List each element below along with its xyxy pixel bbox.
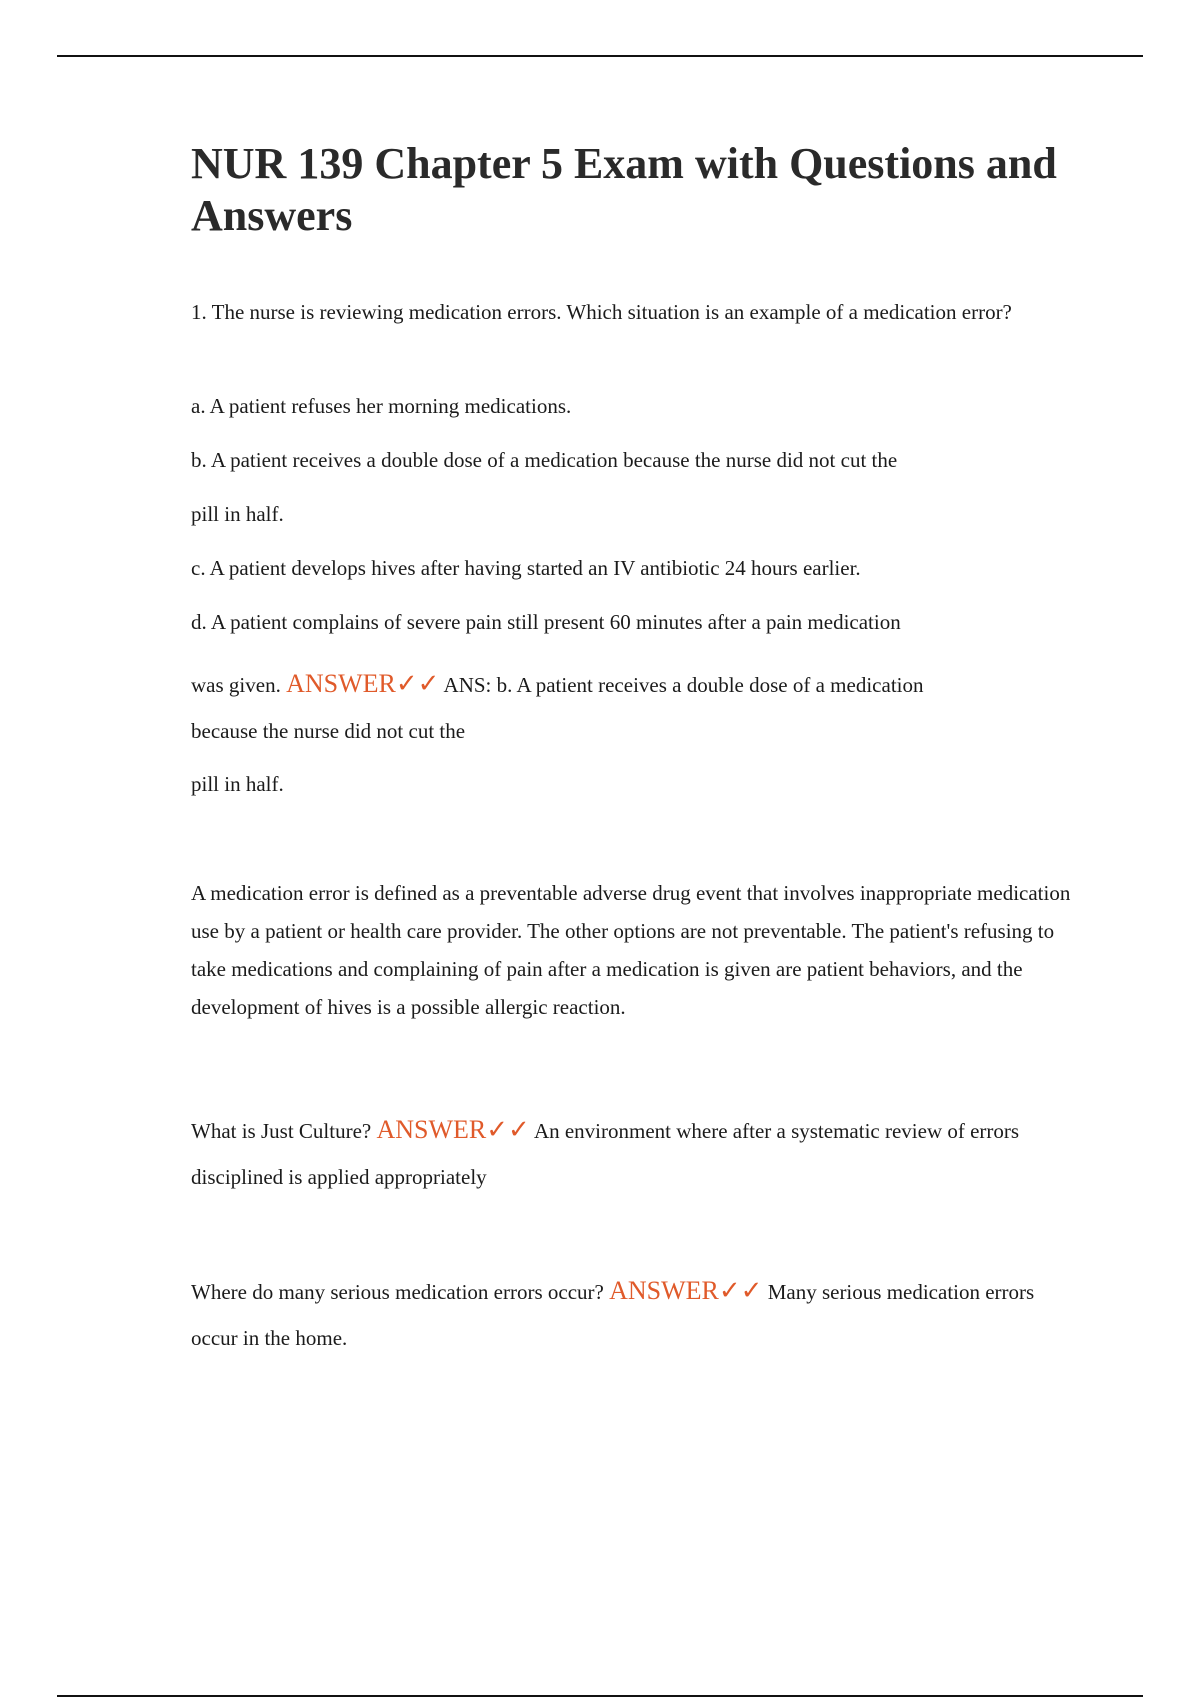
question-1-answer-cont-2: pill in half. (191, 772, 284, 796)
question-1-option-b: b. A patient receives a double dose of a medication because the nurse did not cut the (191, 448, 898, 472)
question-1-answer-line (191, 664, 1071, 705)
top-rule (57, 55, 1143, 57)
question-1-option-a: a. A patient refuses her morning medications. (191, 394, 572, 418)
question-1-answer-cont: because the nurse did not cut the (191, 719, 466, 743)
answer-marker: ANSWER✓✓ (609, 1276, 763, 1305)
question-1-option-b-cont: pill in half. (191, 502, 284, 526)
question-2 (191, 1107, 1071, 1200)
answer-marker: ANSWER✓✓ (376, 1115, 530, 1144)
title-block (191, 138, 1071, 242)
question-2-answer: An environment where after a systematic review of errors disciplined is applied appropriately (191, 1119, 1020, 1189)
document-title: NUR 139 Chapter 5 Exam with Questions and Answers (191, 139, 1057, 240)
question-1-stem: 1. The nurse is reviewing medication errors. Which situation is an example of a medication error? (191, 300, 1012, 324)
bottom-rule (57, 1695, 1143, 1697)
question-1-answer: ANS: b. A patient receives a double dose of a medication (443, 673, 924, 697)
question-3-text: Where do many serious medication errors occur? (191, 1280, 604, 1304)
answer-marker: ANSWER✓✓ (286, 669, 440, 698)
question-2-text: What is Just Culture? (191, 1119, 372, 1143)
question-1-option-c: c. A patient develops hives after having started an IV antibiotic 24 hours earlier. (191, 556, 861, 580)
question-3-answer: Many serious medication errors occur in the home. (191, 1280, 1035, 1350)
rationale-paragraph: A medication error is defined as a preventable adverse drug event that involves inappropriate medication use by a patient or health care provider. The other options are not preventable. The patient's refusing to take medications and complaining of pain after a medication is given are patient behaviors, and the development of hives is a possible allergic reaction. (191, 881, 1071, 1019)
question-1-option-d: d. A patient complains of severe pain still present 60 minutes after a pain medication (191, 610, 901, 634)
question-1-option-d-cont: was given. (191, 673, 281, 697)
question-3 (191, 1268, 1071, 1361)
